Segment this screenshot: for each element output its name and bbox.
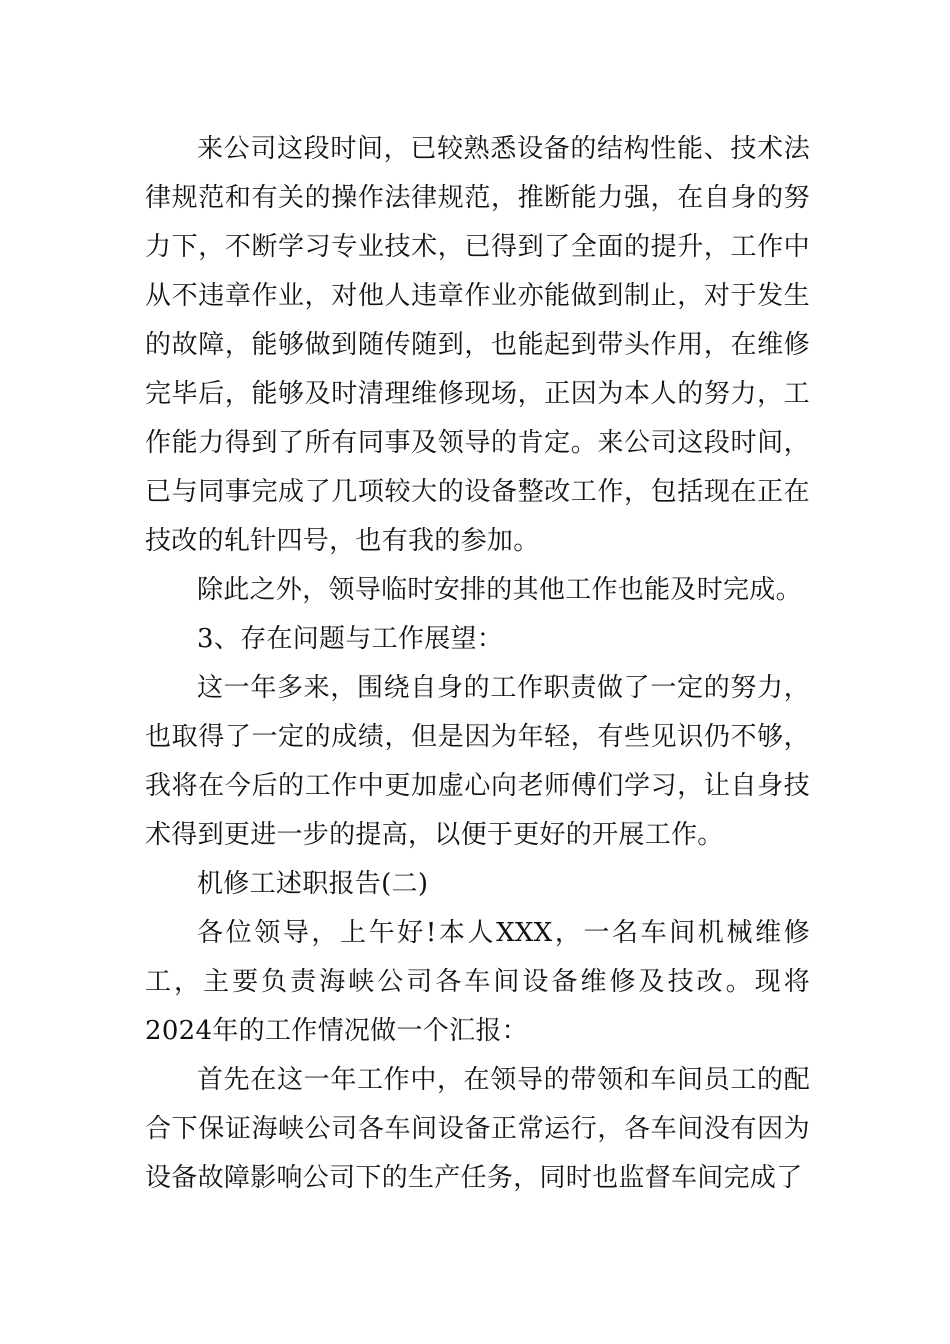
report-title-two: 机修工述职报告(二) [197,869,429,899]
section-heading-problems-outlook: 3、存在问题与工作展望： [197,624,504,654]
document-body [145,125,810,1203]
paragraph-greeting: 各位领导，上午好!本人XXX，一名车间机械维修工，主要负责海峡公司各车间设备维修及技改。现将2024年的工作情况做一个汇报： [145,918,810,1046]
paragraph-first-point: 首先在这一年工作中，在领导的带领和车间员工的配合下保证海峡公司各车间设备正常运行，各车间没有因为设备故障影响公司下的生产任务，同时也监督车间完成了 [145,1065,810,1193]
paragraph-other-tasks: 除此之外，领导临时安排的其他工作也能及时完成。 [197,575,802,605]
paragraph-work-performance: 来公司这段时间，已较熟悉设备的结构性能、技术法律规范和有关的操作法律规范，推断能力强，在自身的努力下，不断学习专业技术，已得到了全面的提升，工作中从不违章作业，对他人违章作业亦能做到制止，对于发生的故障，能够做到随传随到，也能起到带头作用，在维修完毕后，能够及时清理维修现场，正因为本人的努力，工作能力得到了所有同事及领导的肯定。来公司这段时间，已与同事完成了几项较大的设备整改工作，包括现在正在技改的轧针四号，也有我的参加。 [145,134,810,556]
paragraph-outlook: 这一年多来，围绕自身的工作职责做了一定的努力，也取得了一定的成绩，但是因为年轻，有些见识仍不够，我将在今后的工作中更加虚心向老师傅们学习，让自身技术得到更进一步的提高，以便于更好的开展工作。 [145,673,810,850]
